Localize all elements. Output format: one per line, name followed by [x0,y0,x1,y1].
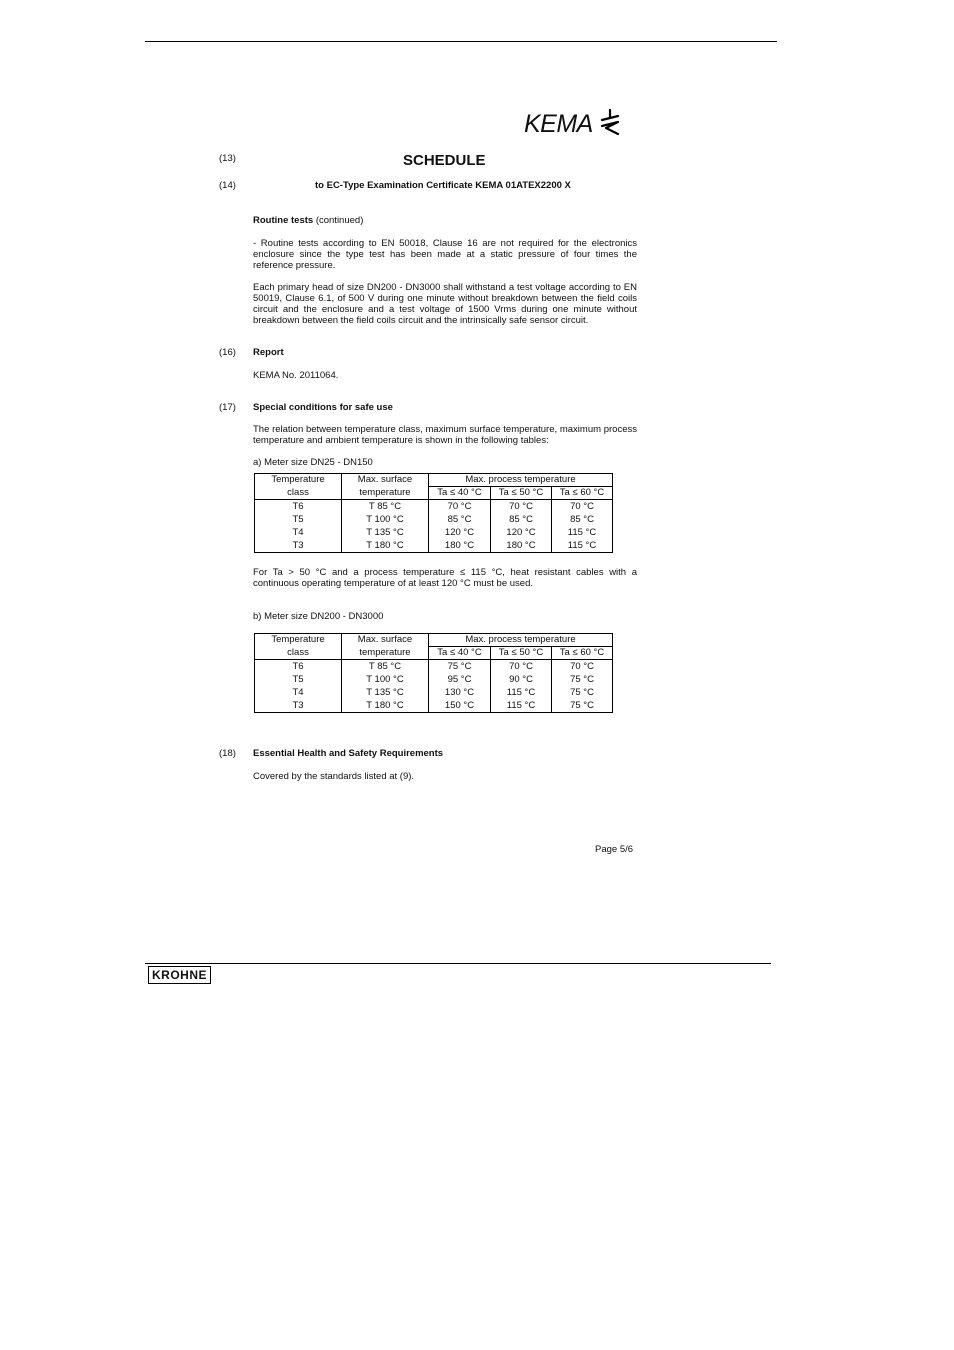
table-cell: T 85 °C [342,500,429,514]
report-text: KEMA No. 2011064. [253,370,339,381]
table-cell: T 180 °C [342,699,429,713]
table-a-header-ta50: Ta ≤ 50 °C [491,487,552,500]
table-cell: T 100 °C [342,673,429,686]
table-cell: T3 [255,699,342,713]
table-cell: T3 [255,539,342,553]
table-cell: T6 [255,500,342,514]
table-cell: 150 °C [429,699,491,713]
table-cell: 115 °C [491,686,552,699]
table-b-header-process: Max. process temperature [429,634,613,647]
krohne-logo: KROHNE [148,966,211,984]
special-intro: The relation between temperature class, maximum surface temperature, maximum process temperature and ambient temperature is shown in the following tables: [253,424,637,446]
table-b-header-ta50: Ta ≤ 50 °C [491,647,552,660]
table-cell: 70 °C [552,660,613,674]
table-cell: 75 °C [429,660,491,674]
table-cell: 70 °C [491,500,552,514]
special-heading: Special conditions for safe use [253,402,393,413]
table-a-header-process: Max. process temperature [429,474,613,487]
table-a-header-surface: Max. surface [342,474,429,487]
table-cell: T4 [255,686,342,699]
table-a-caption: a) Meter size DN25 - DN150 [253,457,373,468]
table-cell: 85 °C [552,513,613,526]
table-cell: 70 °C [491,660,552,674]
table-cell: 115 °C [552,539,613,553]
table-a [254,473,613,553]
table-a-header-class: class [255,487,342,500]
table-cell: 90 °C [491,673,552,686]
kema-logo: KEMA [524,110,593,138]
table-cell: T4 [255,526,342,539]
table-b-header-class: class [255,647,342,660]
routine-heading-bold: Routine tests [253,215,314,226]
certificate-subtitle: to EC-Type Examination Certificate KEMA 01ATEX2200 X [315,180,571,191]
table-a-header-temperature: temperature [342,487,429,500]
section-number-16: (16) [219,347,236,358]
table-row [255,539,613,553]
section-number-13: (13) [219,153,236,164]
table-a-header-ta60: Ta ≤ 60 °C [552,487,613,500]
routine-paragraph-2: Each primary head of size DN200 - DN3000 shall withstand a test voltage according to EN 50019, Clause 6.1, of 500 V during one minute without breakdown between the field coils circuit and the enclosure and a test voltage of 1500 Vrms during one minute without breakdown between the field coils circuit and the intrinsically safe sensor circuit. [253,282,637,326]
routine-heading-rest: (continued) [313,215,364,226]
table-cell: 115 °C [491,699,552,713]
table-cell: T5 [255,513,342,526]
top-rule [145,41,777,42]
table-b-header-surface: Max. surface [342,634,429,647]
table-row [255,673,613,686]
table-cell: T 135 °C [342,686,429,699]
ehsr-text: Covered by the standards listed at (9). [253,771,415,782]
table-cell: T 85 °C [342,660,429,674]
table-b-header-temp: Temperature [255,634,342,647]
table-cell: 180 °C [491,539,552,553]
table-cell: T 135 °C [342,526,429,539]
table-cell: 70 °C [552,500,613,514]
table-cell: 75 °C [552,673,613,686]
section-number-14: (14) [219,180,236,191]
table-b-header-temperature: temperature [342,647,429,660]
table-cell: 85 °C [491,513,552,526]
table-cell: 70 °C [429,500,491,514]
kema-lightning-icon [598,108,622,136]
table-row [255,513,613,526]
bottom-rule [145,963,771,964]
ehsr-heading: Essential Health and Safety Requirements [253,748,444,759]
table-a-header-ta40: Ta ≤ 40 °C [429,487,491,500]
table-row [255,500,613,514]
section-number-17: (17) [219,402,236,413]
table-cell: 180 °C [429,539,491,553]
table-row [255,686,613,699]
table-row [255,699,613,713]
table-cell: T6 [255,660,342,674]
table-cell: 130 °C [429,686,491,699]
table-row [255,660,613,674]
page-title: SCHEDULE [403,152,486,169]
table-cell: 75 °C [552,686,613,699]
table-cell: 115 °C [552,526,613,539]
table-cell: T5 [255,673,342,686]
table-b [254,633,613,713]
table-b-header-ta40: Ta ≤ 40 °C [429,647,491,660]
special-note: For Ta > 50 °C and a process temperature ≤ 115 °C, heat resistant cables with a continuous operating temperature of at least 120 °C must be used. [253,567,637,589]
report-heading: Report [253,347,284,358]
table-cell: 85 °C [429,513,491,526]
table-b-header-ta60: Ta ≤ 60 °C [552,647,613,660]
table-cell: 120 °C [429,526,491,539]
table-row [255,526,613,539]
table-cell: 75 °C [552,699,613,713]
table-a-header-temp: Temperature [255,474,342,487]
page-number: Page 5/6 [595,844,634,855]
routine-paragraph-1: - Routine tests according to EN 50018, Clause 16 are not required for the electronics enclosure since the type test has been made at a static pressure of four times the reference pressure. [253,238,637,271]
table-b-caption: b) Meter size DN200 - DN3000 [253,611,384,622]
routine-heading [253,215,637,226]
table-cell: T 180 °C [342,539,429,553]
table-cell: 120 °C [491,526,552,539]
section-number-18: (18) [219,748,236,759]
table-cell: T 100 °C [342,513,429,526]
table-cell: 95 °C [429,673,491,686]
